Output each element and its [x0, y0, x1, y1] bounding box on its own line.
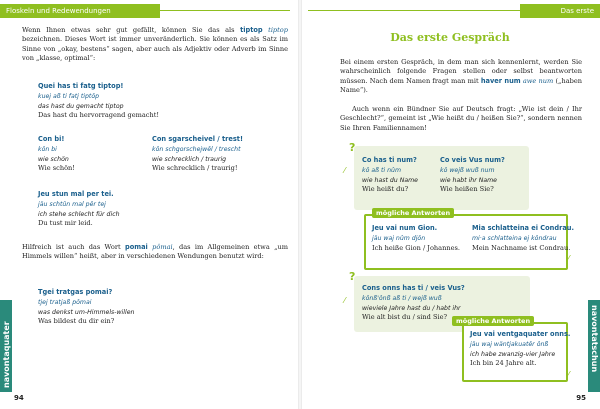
question-1b-literal: wie habt ihr Name — [440, 176, 497, 184]
question-1a-german: Wie heißt du? — [362, 185, 409, 194]
answer-1a-german: Ich heiße Gion / Johannes. — [372, 243, 460, 252]
left-page-number: 94 — [14, 394, 24, 402]
right-intro-text-1: Bei einem ersten Gespräch, in dem man sich kennenlernt, werden Sie wahrscheinlich folgende Fragen stellen oder selbst beantworten müssen. Nach dem Namen fragt man mit — [340, 58, 582, 85]
pomai-text-1: Hilfreich ist auch das Wort — [22, 243, 125, 251]
question-2-romansh: Cons onns has ti / veis Vus? — [362, 284, 465, 292]
example-3 — [152, 135, 243, 174]
intro-text-2: bezeichnen. Dieses Wort ist immer unveränderlich. Sie können es als Satz im Sinne von „okay, bestens“ sagen, aber auch als Adjektiv oder Adverb im Sinne von „klasse, optimal“: — [22, 35, 288, 63]
right-running-header: Das erste Gespräch — [520, 4, 600, 18]
question-1b-romansh: Co veis Vus num? — [440, 156, 505, 164]
right-page-title: Das erste Gespräch — [390, 31, 510, 44]
question-1a-romansh: Co has ti num? — [362, 156, 417, 164]
example-5-literal: was denkst um-Himmels-willen — [38, 308, 135, 316]
question-2-phonetic: kônß'ônß aß ti / wejß wuß — [362, 294, 442, 302]
answer-label-2: mögliche Antworten — [452, 316, 534, 326]
question-mark-icon: ? — [349, 141, 356, 154]
left-running-header: Floskeln und Redewendungen — [0, 4, 160, 18]
example-4 — [38, 190, 120, 229]
example-1 — [38, 82, 159, 121]
answer-label-1: mögliche Antworten — [372, 208, 454, 218]
question-mark-icon-2: ? — [349, 270, 356, 283]
speech-lines-icon-3: ⁄ — [344, 296, 346, 305]
example-1-phonetic: kuej aß ti fatj tiptôp — [38, 92, 100, 100]
intro-text-1: Wenn Ihnen etwas sehr gut gefällt, können Sie das als — [22, 26, 241, 34]
intro-keyword-phonetic: tiptop — [262, 26, 288, 34]
example-3-phonetic: kôn schgorschejwêl / trescht — [152, 145, 241, 153]
example-1-german: Das hast du hervorragend gemacht! — [38, 111, 160, 120]
answer-1a-phonetic: jäu waj nûm djôn — [372, 234, 426, 242]
speech-lines-icon-4: ⁄ — [568, 370, 570, 379]
example-1-romansh: Quei has ti fatg tiptop! — [38, 82, 124, 90]
right-intro-text-2: („haben Name“). — [340, 76, 582, 95]
answer-1b-romansh: Mia schlatteina ei Condrau. — [472, 224, 574, 232]
right-side-tab-label: navontatschun — [590, 305, 599, 373]
answer-2 — [470, 330, 570, 369]
question-2-literal: wieviele Jahre hast du / habt ihr — [362, 304, 461, 312]
pomai-keyword: pomai — [124, 243, 148, 251]
right-page — [300, 0, 600, 409]
right-page-number: 95 — [576, 394, 586, 402]
example-2-romansh: Con bi! — [38, 135, 65, 143]
question-1b-german: Wie heißen Sie? — [440, 185, 494, 194]
example-5-german: Was bildest du dir ein? — [38, 317, 115, 326]
question-2 — [362, 284, 465, 323]
answer-2-literal: ich habe zwanzig-vier Jahre — [470, 350, 556, 358]
example-4-german: Du tust mir leid. — [38, 219, 93, 228]
answer-1b — [472, 224, 574, 253]
answer-2-romansh: Jeu vai ventgaquater onns. — [470, 330, 571, 338]
example-3-literal: wie schrecklich / traurig — [152, 155, 227, 163]
pomai-keyword-phonetic: pômai — [147, 243, 173, 251]
answer-1a — [372, 224, 460, 253]
left-pomai-paragraph — [22, 243, 288, 262]
speech-lines-icon-2: ⁄ — [568, 254, 570, 263]
question-1b — [440, 156, 505, 195]
left-intro-paragraph — [22, 26, 288, 64]
example-5-phonetic: tjej tratjaß pômai — [38, 298, 92, 306]
example-2-german: Wie schön! — [38, 164, 75, 173]
answer-1a-romansh: Jeu vai num Gion. — [372, 224, 438, 232]
example-3-german: Wie schrecklich / traurig! — [152, 164, 238, 173]
answer-2-phonetic: jäu waj wäntjakuatêr ônß — [470, 340, 549, 348]
pomai-text-2: , das im Allgemeinen etwa „um Himmels willen“ heißt, aber in verschiedenen Wendungen benutzt wird: — [22, 243, 288, 261]
example-5 — [38, 288, 134, 327]
answer-1b-german: Mein Nachname ist Condrau. — [472, 243, 571, 252]
left-side-tab-label: navontaquater — [2, 321, 11, 388]
example-1-literal: das hast du gemacht tiptop — [38, 102, 124, 110]
speech-lines-icon: ⁄ — [344, 166, 346, 175]
example-3-romansh: Con sgarscheivel / trest! — [152, 135, 243, 143]
right-header-rule — [308, 10, 520, 11]
intro-keyword: tiptop — [240, 26, 263, 34]
right-intro-keyword: haver num — [480, 76, 521, 85]
example-4-romansh: Jeu stun mal per tei. — [38, 190, 114, 198]
right-second-paragraph: Auch wenn ein Bündner Sie auf Deutsch fragt: „Wie ist dein / Ihr Geschlecht?“, gemeint ist „Wie heißt du / heißen Sie?“, sondern nennen Sie Ihren Familiennamen! — [340, 105, 582, 132]
answer-2-german: Ich bin 24 Jahre alt. — [470, 359, 537, 368]
right-intro-paragraph — [340, 58, 582, 96]
example-5-romansh: Tgei tratgas pomai? — [38, 288, 113, 296]
example-2-phonetic: kôn bi — [38, 145, 57, 153]
question-1a — [362, 156, 418, 195]
answer-1b-phonetic: mi·a schlatteina ej kôndrau — [472, 234, 557, 242]
question-1a-phonetic: kô aß ti nûm — [362, 166, 401, 174]
left-header-rule — [160, 10, 290, 11]
right-intro-keyword-phonetic: awe num — [520, 76, 554, 85]
question-1a-literal: wie hast du Name — [362, 176, 418, 184]
question-2-german: Wie alt bist du / sind Sie? — [362, 313, 448, 322]
example-2 — [38, 135, 75, 174]
question-1b-phonetic: kô wejß wuß num — [440, 166, 495, 174]
example-2-literal: wie schön — [38, 155, 69, 163]
example-4-literal: ich stehe schlecht für dich — [38, 210, 120, 218]
example-4-phonetic: jäu schtûn mal pêr tej — [38, 200, 106, 208]
